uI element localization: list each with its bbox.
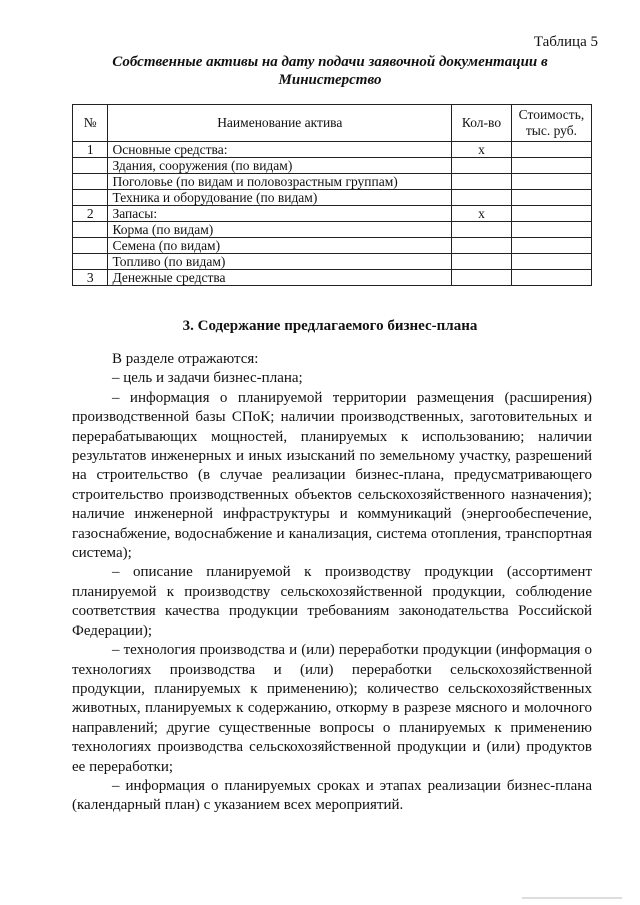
paragraph: – информация о планируемой территории размещения (расширения) производственной базы СПоК; наличии производственных, заготовительных и перерабатывающих мощностей, планируемых к использованию; наличии результатов инженерных и иных изысканий по земельному участку, разрешений на строительство (в случае реализации бизнес-плана, предусматривающего строительство производственных объектов сельскохозяйственного назначения); наличие инженерной инфраструктуры и коммуникаций (энергообеспечение, газоснабжение, водоснабжение и канализация, система отопления, транспортная система); (72, 389, 592, 562)
table-row (73, 238, 592, 254)
row-qty: х (452, 206, 512, 222)
table-row (73, 254, 592, 270)
section-body (72, 350, 592, 816)
row-cost (511, 158, 591, 174)
row-qty (452, 174, 512, 190)
paragraph: – описание планируемой к производству продукции (ассортимент планируемой к производству сельскохозяйственной продукции, соблюдение соответствия качества продукции требованиям законодательства Российской Федерации); (72, 564, 592, 639)
row-cost (511, 142, 591, 158)
row-name: Здания, сооружения (по видам) (108, 158, 452, 174)
row-name: Техника и оборудование (по видам) (108, 190, 452, 206)
paragraph: – технология производства и (или) переработки продукции (информация о технологиях производства и (или) переработки сельскохозяйственной продукции, планируемых к применению); количество сельскохозяйственных животных, планируемых к содержанию, откорму в разрезе мясного и молочного направлений; другие существенные вопросы о планируемых к применению технологиях производства сельскохозяйственной продукции и (или) продуктов ее переработки; (72, 642, 592, 775)
paragraph: В разделе отражаются: (112, 351, 259, 367)
row-cost (511, 254, 591, 270)
row-cost (511, 206, 591, 222)
header-num: № (73, 105, 108, 142)
row-num (73, 190, 108, 206)
row-num: 2 (73, 206, 108, 222)
paragraph: – информация о планируемых сроках и этапах реализации бизнес-плана (календарный план) с указанием всех мероприятий. (72, 777, 592, 814)
row-qty (452, 238, 512, 254)
row-qty (452, 254, 512, 270)
row-num: 1 (73, 142, 108, 158)
paragraph: – цель и задачи бизнес-плана; (112, 370, 303, 387)
row-num (73, 158, 108, 174)
assets-table-header-row (73, 105, 592, 142)
row-name: Денежные средства (108, 270, 452, 286)
section-heading: 3. Содержание предлагаемого бизнес-плана (182, 318, 478, 334)
row-name: Основные средства: (108, 142, 452, 158)
row-cost (511, 190, 591, 206)
row-qty: х (452, 142, 512, 158)
row-cost (511, 174, 591, 190)
row-num (73, 238, 108, 254)
table-row (73, 222, 592, 238)
row-name: Топливо (по видам) (108, 254, 452, 270)
row-qty (452, 190, 512, 206)
row-num: 3 (73, 270, 108, 286)
table-title-line-1: Собственные активы на дату подачи заявочной документации в (112, 54, 548, 70)
table-row (73, 158, 592, 174)
table-row (73, 206, 592, 222)
header-cost: Стоимость, тыс. руб. (511, 105, 591, 142)
row-num (73, 222, 108, 238)
row-cost (511, 238, 591, 254)
row-name: Семена (по видам) (108, 238, 452, 254)
row-cost (511, 222, 591, 238)
row-num (73, 254, 108, 270)
row-name: Корма (по видам) (108, 222, 452, 238)
table-row (73, 190, 592, 206)
table-row (73, 270, 592, 286)
header-qty: Кол-во (452, 105, 512, 142)
table-row (73, 142, 592, 158)
row-cost (511, 270, 591, 286)
row-name: Поголовье (по видам и половозрастным группам) (108, 174, 452, 190)
table-title-line-2: Министерство (278, 72, 382, 88)
row-qty (452, 158, 512, 174)
row-qty (452, 222, 512, 238)
table-number-label: Таблица 5 (533, 34, 598, 50)
row-num (73, 174, 108, 190)
header-name: Наименование актива (108, 105, 452, 142)
row-qty (452, 270, 512, 286)
table-row (73, 174, 592, 190)
assets-table (72, 104, 592, 286)
row-name: Запасы: (108, 206, 452, 222)
scan-artifact-divider (522, 897, 622, 899)
table-title (80, 53, 580, 89)
